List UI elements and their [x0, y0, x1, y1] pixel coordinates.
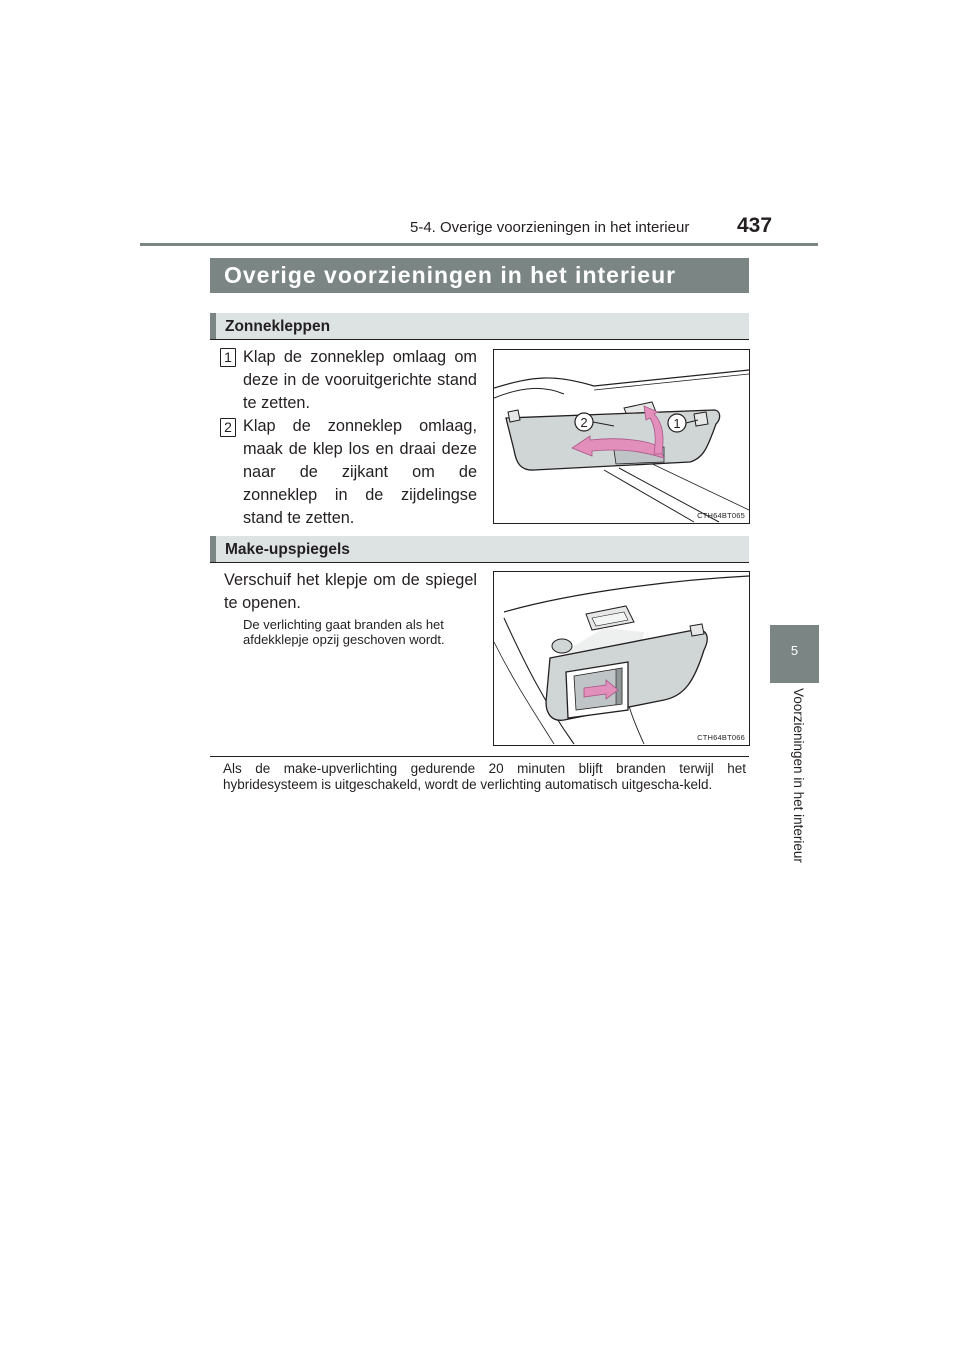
vanity-mirror-text: Verschuif het klepje om de spiegel te openen. — [224, 571, 477, 612]
subheading-sun-visors: Zonnekleppen — [225, 318, 331, 335]
subheading-vanity-mirrors: Make-upspiegels — [225, 541, 350, 558]
step-text-2: Klap de zonneklep omlaag, maak de klep los en draai deze naar de zijkant om de zonneklep in de zijdelingse stand te zetten. — [243, 417, 477, 527]
vanity-mirror-illustration — [494, 572, 749, 745]
note-text: Als de make-upverlichting gedurende 20 minuten blijft branden terwijl het hybridesysteem is uitgeschakeld, wordt de verlichting automatisch uitgescha-keld. — [223, 761, 746, 792]
subheading-marker — [210, 536, 216, 562]
subheading-rule — [210, 562, 749, 563]
sun-visor-figure — [493, 349, 750, 524]
subheading-marker — [210, 313, 216, 339]
note-rule — [210, 756, 749, 757]
figure-code-2: CTH64BT066 — [697, 733, 745, 742]
figure-code-1: CTH64BT065 — [697, 511, 745, 520]
chapter-number: 5 — [790, 643, 799, 658]
chapter-title: Voorzieningen in het interieur — [791, 688, 806, 863]
sun-visor-illustration — [494, 350, 749, 523]
step-number-1: 1 — [220, 348, 236, 367]
section-header: 5-4. Overige voorzieningen in het interieur — [410, 219, 690, 236]
callout-2-label: 2 — [580, 415, 588, 430]
step-number-2: 2 — [220, 418, 236, 437]
header-rule — [140, 243, 818, 246]
step-text-1: Klap de zonneklep omlaag om deze in de vooruitgerichte stand te zetten. — [243, 348, 477, 412]
callout-1-label: 1 — [673, 416, 681, 431]
vanity-mirror-subtext: De verlichting gaat branden als het afdekklepje opzij geschoven wordt. — [243, 617, 445, 647]
vanity-mirror-figure — [493, 571, 750, 746]
subheading-rule — [210, 339, 749, 340]
page-number: 437 — [737, 214, 773, 237]
page-title: Overige voorzieningen in het interieur — [224, 262, 677, 288]
